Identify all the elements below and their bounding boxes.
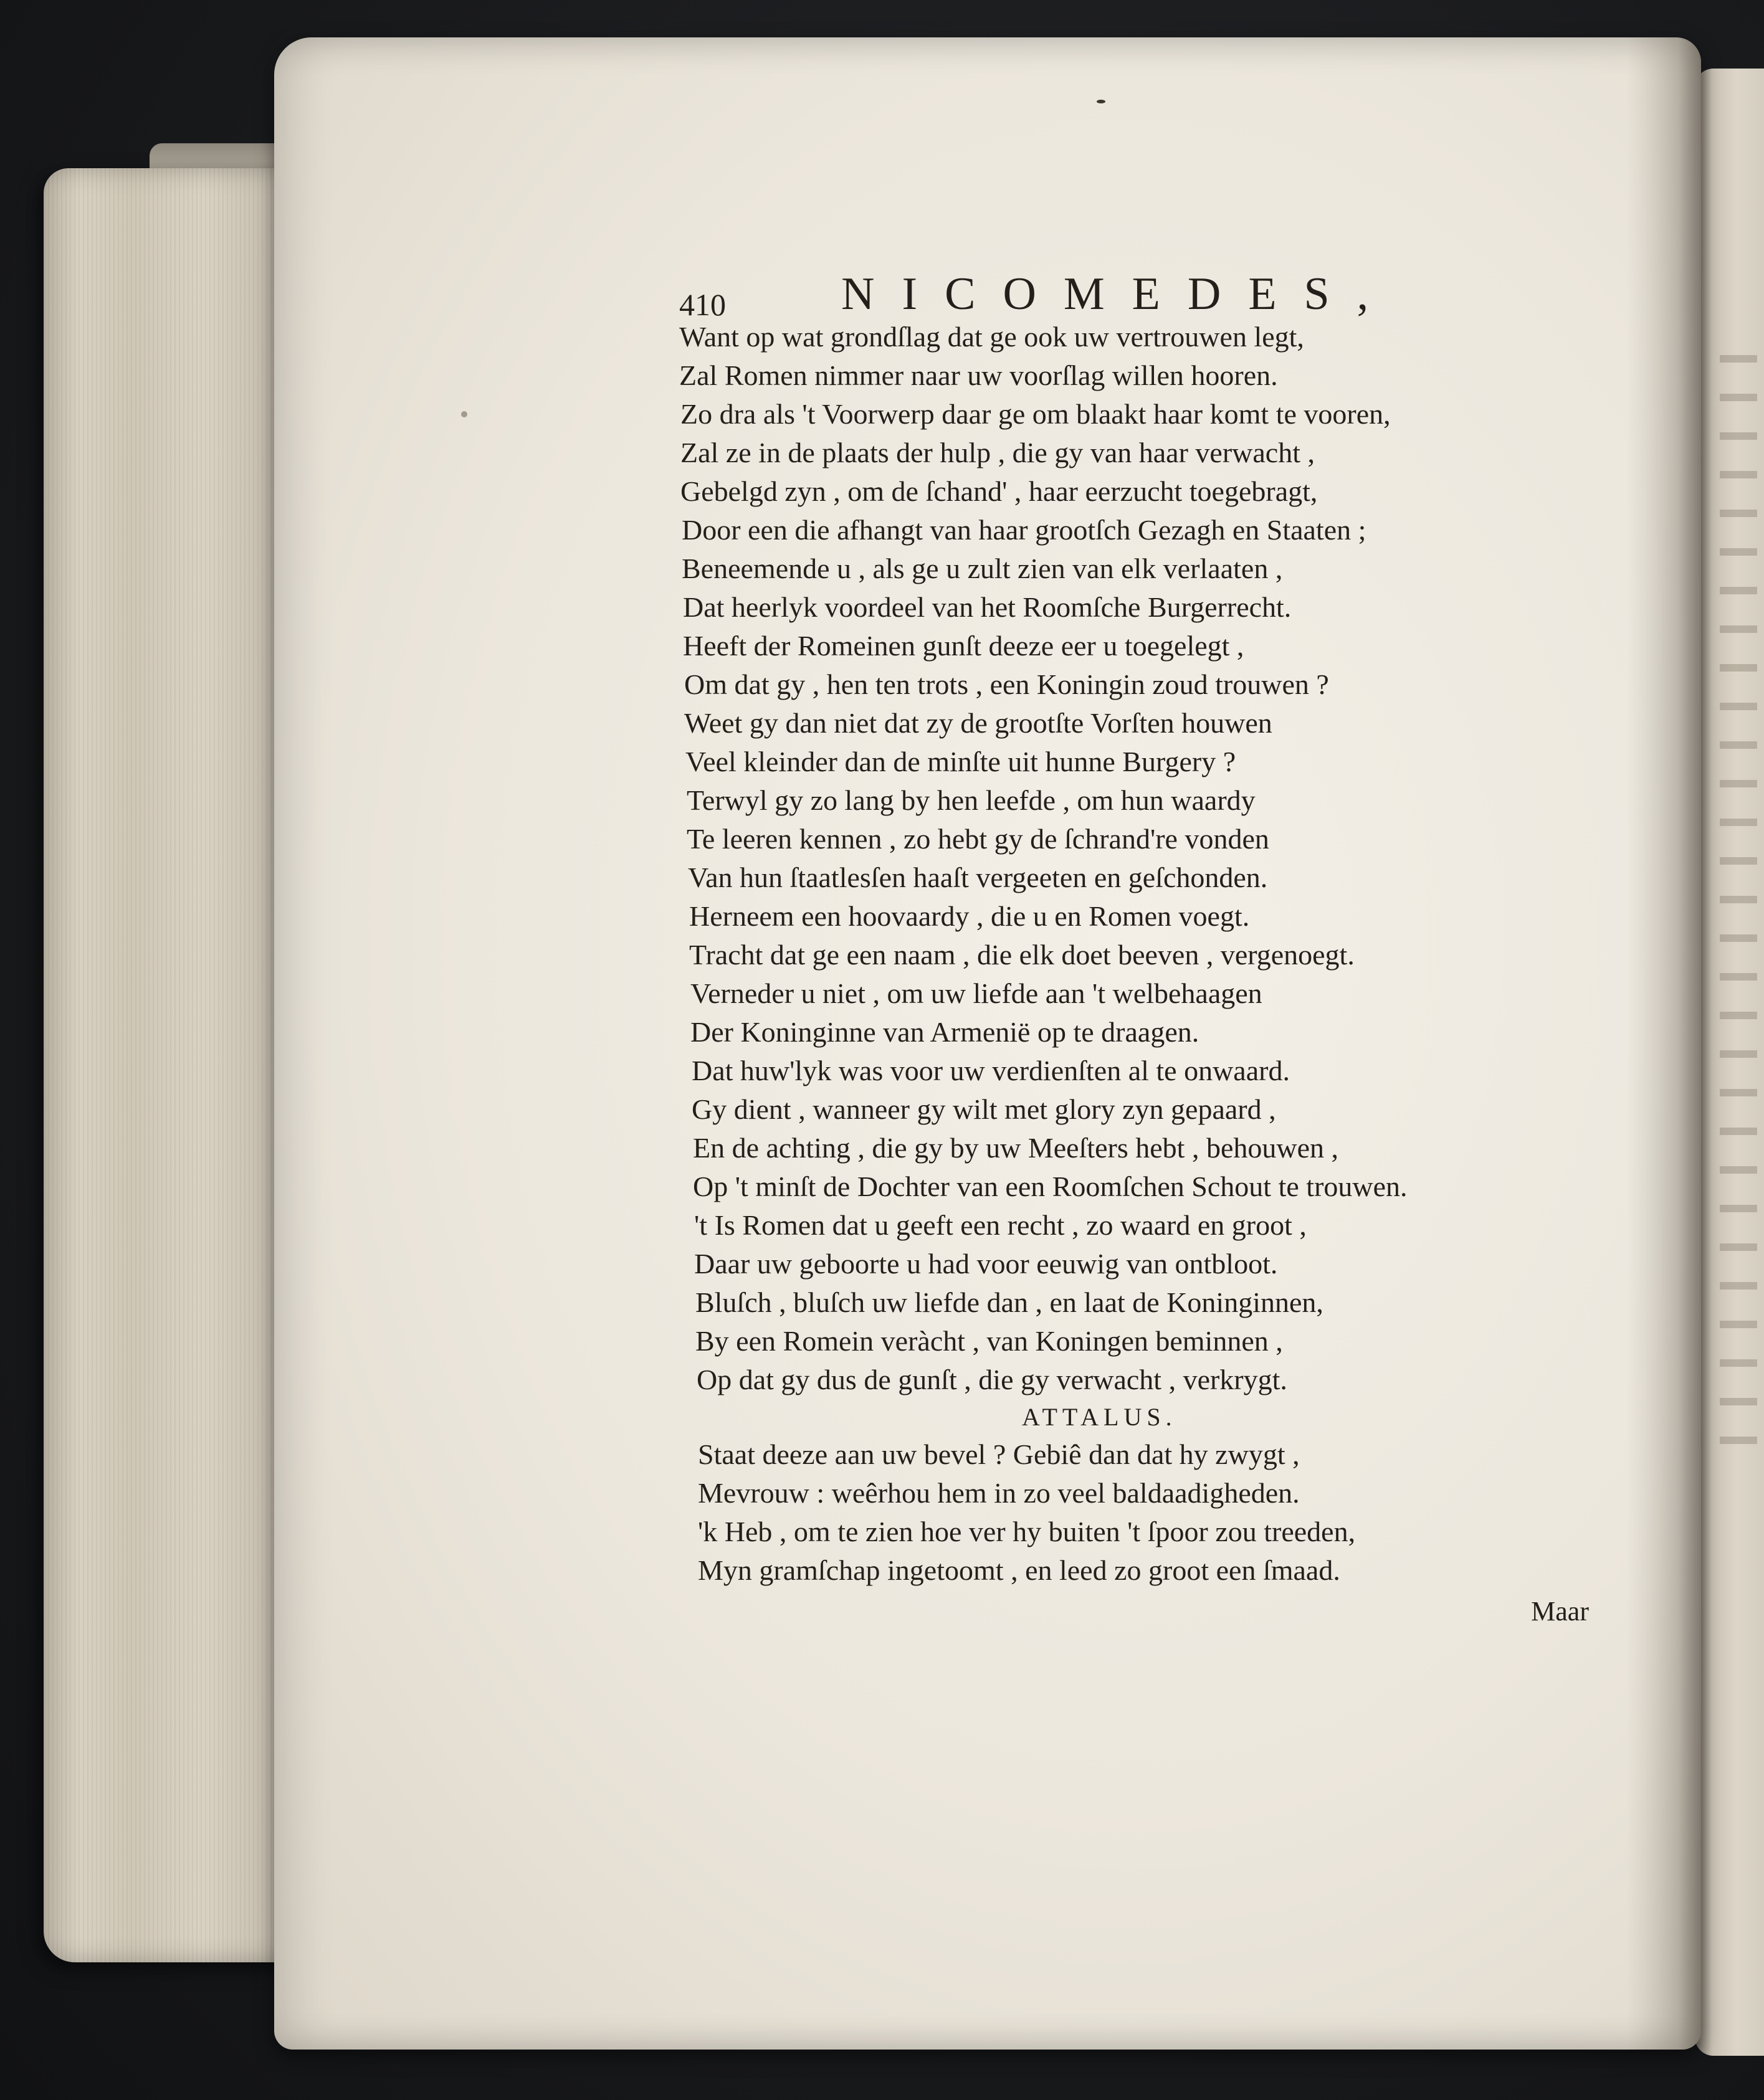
verse-list-b: [673, 1435, 1645, 1590]
verse-line: Weet gy dan niet dat zy de grootſte Vorſten houwen: [684, 707, 1272, 739]
verse-line: By een Romein veràcht , van Koningen beminnen ,: [695, 1325, 1283, 1357]
verse-line: Heeft der Romeinen gunſt deeze eer u toegelegt ,: [683, 630, 1244, 662]
verse-line: Daar uw geboorte u had voor eeuwig van ontbloot.: [694, 1248, 1278, 1280]
verse-line: Dat heerlyk voordeel van het Roomſche Burgerrecht.: [683, 591, 1292, 623]
verse-line: 't Is Romen dat u geeft een recht , zo waard en groot ,: [694, 1209, 1307, 1241]
verse-line: Van hun ſtaatlesſen haaſt vergeeten en geſchonden.: [688, 862, 1268, 893]
page-number: 410: [679, 287, 726, 322]
verse-line: 'k Heb , om te zien hoe ver hy buiten 't ſpoor zou treeden,: [698, 1516, 1356, 1547]
text-block: [673, 249, 1645, 1633]
speaker-name: ATTALUS.: [1022, 1403, 1177, 1431]
verse-line: Zal ze in de plaats der hulp , die gy van haar verwacht ,: [680, 437, 1315, 468]
verse-line: Te leeren kennen , zo hebt gy de ſchrand're vonden: [687, 823, 1269, 855]
verse-line: Op dat gy dus de gunſt , die gy verwacht , verkrygt.: [697, 1364, 1287, 1395]
catchword: Maar: [1531, 1596, 1589, 1627]
verse-list-a: [673, 318, 1645, 1399]
verse-line: Tracht dat ge een naam , die elk doet beeven , vergenoegt.: [689, 939, 1355, 971]
verse-line: Gebelgd zyn , om de ſchand' , haar eerzucht toegebragt,: [680, 475, 1318, 507]
verse-line: Der Koninginne van Armenië op te draagen.: [690, 1016, 1199, 1048]
verse-line: Terwyl gy zo lang by hen leefde , om hun waardy: [687, 784, 1256, 816]
verse-line: Verneder u niet , om uw liefde aan 't welbehaagen: [690, 977, 1262, 1009]
verse-line: Staat deeze aan uw bevel ? Gebiê dan dat hy zwygt ,: [698, 1438, 1300, 1470]
ink-speck: [461, 411, 467, 417]
running-title: NICOMEDES,: [841, 268, 1396, 320]
verse-line: Om dat gy , hen ten trots , een Koningin zoud trouwen ?: [684, 668, 1329, 700]
verse-line: Bluſch , bluſch uw liefde dan , en laat de Koninginnen,: [695, 1286, 1323, 1318]
verse-line: Beneemende u , als ge u zult zien van elk verlaaten ,: [682, 553, 1283, 584]
verse-line: En de achting , die gy by uw Meeſters hebt , behouwen ,: [693, 1132, 1339, 1164]
verse-line: Dat huw'lyk was voor uw verdienſten al te onwaard.: [692, 1055, 1290, 1086]
verse-line: Zal Romen nimmer naar uw voorſlag willen hooren.: [679, 359, 1278, 391]
verse-line: Herneem een hoovaardy , die u en Romen voegt.: [689, 900, 1250, 932]
verse-line: Veel kleinder dan de minſte uit hunne Burgery ?: [685, 746, 1236, 777]
verse-line: Zo dra als 't Voorwerp daar ge om blaakt haar komt te vooren,: [680, 398, 1391, 430]
verse-line: Gy dient , wanneer gy wilt met glory zyn gepaard ,: [692, 1093, 1276, 1125]
verse-line: Myn gramſchap ingetoomt , en leed zo groot een ſmaad.: [698, 1554, 1340, 1586]
opposite-page-bleedthrough: [1720, 324, 1757, 1445]
verse-line: Door een die afhangt van haar grootſch Gezagh en Staaten ;: [682, 514, 1366, 546]
verse-line: Mevrouw : weêrhou hem in zo veel baldaadigheden.: [698, 1477, 1300, 1509]
verse-line: Op 't minſt de Dochter van een Roomſchen Schout te trouwen.: [693, 1171, 1408, 1202]
ink-speck: [1097, 100, 1105, 103]
verse-line: Want op wat grondſlag dat ge ook uw vertrouwen legt,: [679, 321, 1304, 353]
running-head: [673, 249, 1645, 322]
